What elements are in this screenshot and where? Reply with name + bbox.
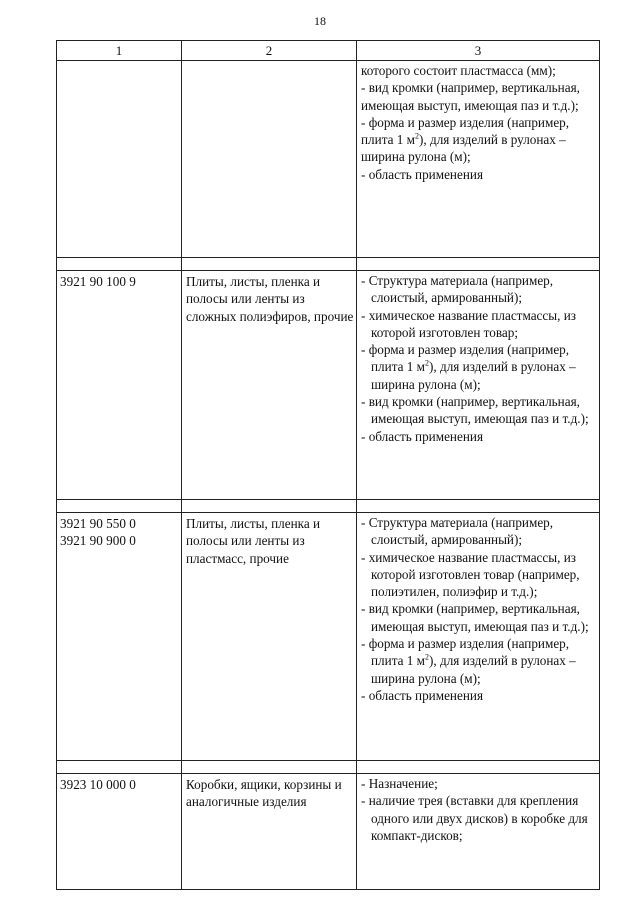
separator-cell <box>57 258 182 271</box>
description-cell <box>182 271 357 500</box>
separator-cell <box>57 761 182 774</box>
feature-item: - форма и размер изделия (например, плита 1 $м^2$), для изделий в рулонах – ширина рулона (м); <box>361 114 570 165</box>
separator-cell <box>182 258 357 271</box>
feature-item: - химическое название пластмассы, из которой изготовлен товар (например, полиэтилен, полиэфир и т.д.); <box>361 549 580 600</box>
table-row <box>57 61 600 258</box>
feature-item: - вид кромки (например, вертикальная, имеющая выступ, имеющая паз и т.д.); <box>361 394 589 427</box>
column-header-1: 1 <box>57 41 182 61</box>
row-separator <box>57 761 600 774</box>
commodity-code: 3921 90 550 0 <box>60 516 136 531</box>
feature-item: - химическое название пластмассы, из которой изготовлен товар; <box>361 307 576 340</box>
row-separator <box>57 500 600 513</box>
feature-item: - Структура материала (например, слоистый, армированный); <box>361 515 554 548</box>
table-row <box>57 271 600 500</box>
feature-item: - вид кромки (например, вертикальная, имеющая выступ, имеющая паз и т.д.); <box>361 601 589 634</box>
commodity-code: 3921 90 900 0 <box>60 533 136 549</box>
column-header-3: 3 <box>357 41 600 61</box>
goods-description: Плиты, листы, пленка и полосы или ленты из пластмасс, прочие <box>186 516 321 566</box>
separator-cell <box>357 500 600 513</box>
table-row <box>57 513 600 761</box>
goods-table <box>56 40 600 890</box>
commodity-code: 3923 10 000 0 <box>60 777 136 792</box>
feature-item: - Назначение; <box>361 776 438 791</box>
code-cell <box>57 513 182 761</box>
description-cell <box>182 774 357 890</box>
table-row <box>57 774 600 890</box>
features-cell <box>357 61 600 258</box>
feature-item: - вид кромки (например, вертикальная, имеющая выступ, имеющая паз и т.д.); <box>361 80 580 113</box>
code-cell <box>57 61 182 258</box>
goods-description: Плиты, листы, пленка и полосы или ленты из сложных полиэфиров, прочие <box>186 274 354 324</box>
feature-item: - Структура материала (например, слоистый, армированный); <box>361 273 554 306</box>
feature-item: - область применения <box>361 166 484 182</box>
features-cell <box>357 774 600 890</box>
description-cell <box>182 513 357 761</box>
separator-cell <box>182 761 357 774</box>
separator-cell <box>357 761 600 774</box>
feature-item: - наличие трея (вставки для крепления одного или двух дисков) в коробке для компакт-дисков; <box>361 793 588 843</box>
feature-item: - область применения <box>361 687 484 703</box>
description-cell <box>182 61 357 258</box>
feature-item: которого состоит пластмасса (мм); <box>361 63 556 78</box>
separator-cell <box>182 500 357 513</box>
header-row <box>57 41 600 61</box>
features-cell <box>357 271 600 500</box>
table-body <box>57 61 600 890</box>
feature-item: - область применения <box>361 428 484 444</box>
feature-item: - форма и размер изделия (например, плита 1 $м^2$), для изделий в рулонах – ширина рулона (м); <box>361 342 576 392</box>
separator-cell <box>357 258 600 271</box>
column-header-2: 2 <box>182 41 357 61</box>
feature-item: - форма и размер изделия (например, плита 1 $м^2$), для изделий в рулонах – ширина рулона (м); <box>361 636 576 686</box>
features-cell <box>357 513 600 761</box>
goods-description: Коробки, ящики, корзины и аналогичные изделия <box>186 777 342 810</box>
page-number: 18 <box>314 14 326 28</box>
separator-cell <box>57 500 182 513</box>
commodity-code: 3921 90 100 9 <box>60 274 136 289</box>
row-separator <box>57 258 600 271</box>
code-cell <box>57 774 182 890</box>
code-cell <box>57 271 182 500</box>
